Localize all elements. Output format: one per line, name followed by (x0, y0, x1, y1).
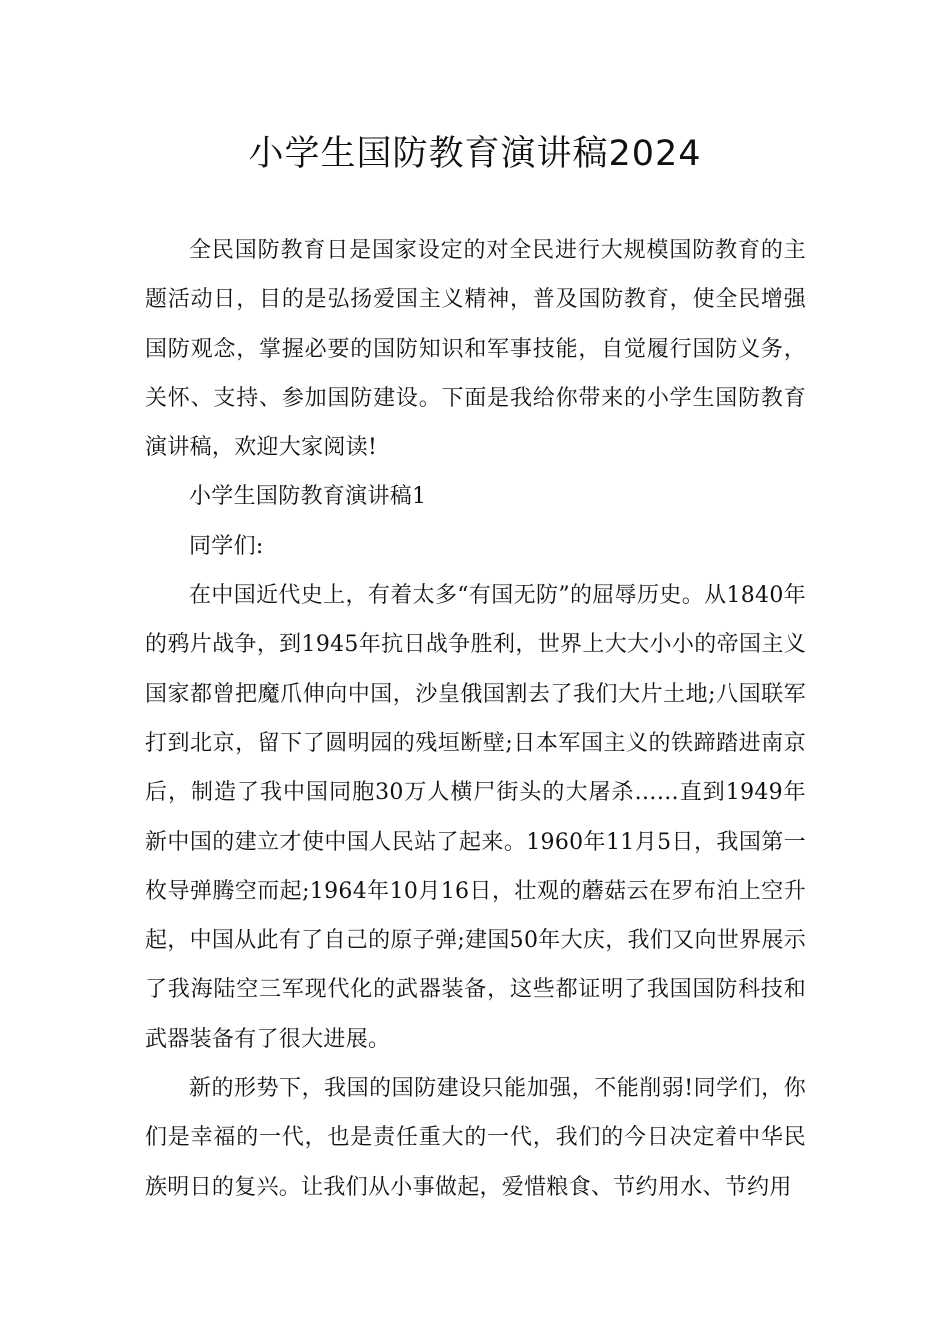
document-body (145, 226, 806, 1212)
history-paragraph: 在中国近代史上，有着太多“有国无防”的屈辱历史。从1840年的鸦片战争，到1945年抗日战争胜利，世界上大大小小的帝国主义国家都曾把魔爪伸向中国，沙皇俄国割去了我们大片土地;八国联军打到北京，留下了圆明园的残垣断壁;日本军国主义的铁蹄踏进南京后，制造了我中国同胞30万人横尸街头的大屠杀……直到1949年新中国的建立才使中国人民站了起来。1960年11月5日，我国第一枚导弹腾空而起;1964年10月16日，壮观的蘑菇云在罗布泊上空升起，中国从此有了自己的原子弹;建国50年大庆，我们又向世界展示了我海陆空三军现代化的武器装备，这些都证明了我国国防科技和武器装备有了很大进展。 (145, 583, 806, 1052)
call-to-action-paragraph: 新的形势下，我国的国防建设只能加强，不能削弱!同学们，你们是幸福的一代，也是责任重大的一代，我们的今日决定着中华民族明日的复兴。让我们从小事做起，爱惜粮食、节约用水、节约用 (145, 1076, 806, 1200)
document-title: 小学生国防教育演讲稿2024 (248, 134, 702, 174)
intro-paragraph: 全民国防教育日是国家设定的对全民进行大规模国防教育的主题活动日，目的是弘扬爱国主义精神，普及国防教育，使全民增强国防观念，掌握必要的国防知识和军事技能，自觉履行国防义务，关怀、支持、参加国防建设。下面是我给你带来的小学生国防教育演讲稿，欢迎大家阅读! (145, 238, 806, 461)
section-heading: 小学生国防教育演讲稿1 (189, 484, 427, 510)
salutation: 同学们: (189, 533, 264, 559)
